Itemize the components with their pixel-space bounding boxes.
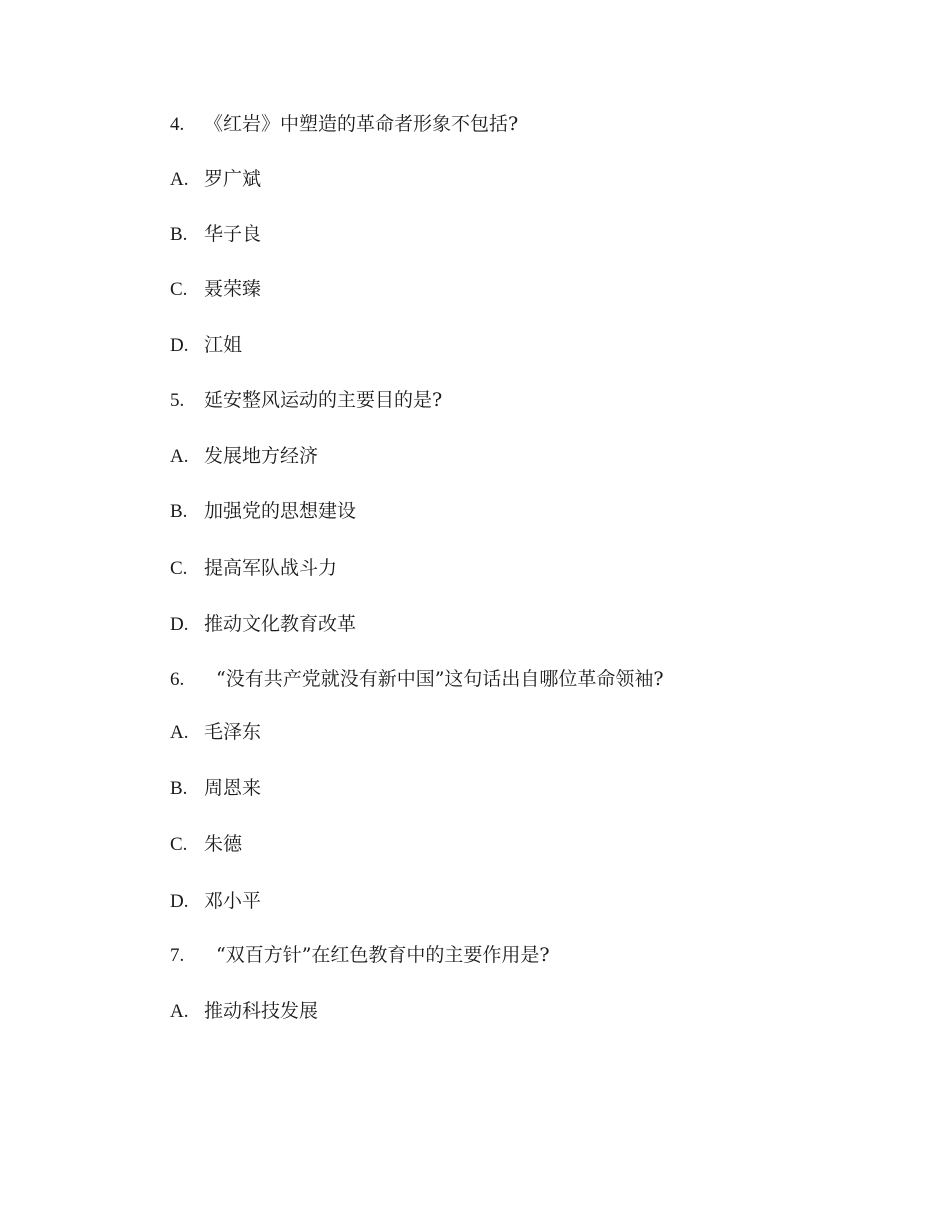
option-5b [170,499,356,524]
option-label: D. [170,335,189,356]
option-4c [170,277,261,302]
option-label: D. [170,891,189,912]
question-text: 《红岩》中塑造的革命者形象不包括? [204,113,519,135]
option-label: C. [170,558,188,579]
question-number: 6. [170,669,185,690]
option-text: 聂荣臻 [204,278,262,300]
question-4 [170,112,518,137]
option-7a [170,999,318,1024]
option-6c [170,832,242,857]
option-5a [170,444,318,469]
option-text: 发展地方经济 [204,445,319,467]
option-label: A. [170,1001,189,1022]
option-5c [170,556,337,581]
option-5d [170,612,356,637]
question-number: 5. [170,390,185,411]
option-text: 提高军队战斗力 [204,557,338,579]
option-text: 加强党的思想建设 [204,500,357,522]
option-6d [170,889,261,914]
option-label: B. [170,224,188,245]
question-text: 延安整风运动的主要目的是? [204,389,443,411]
option-label: A. [170,169,189,190]
question-number: 4. [170,114,185,135]
question-text: “没有共产党就没有新中国”这句话出自哪位革命领袖? [216,668,664,690]
option-text: 周恩来 [204,777,262,799]
option-label: C. [170,279,188,300]
question-number: 7. [170,945,185,966]
option-label: A. [170,446,189,467]
option-label: B. [170,778,188,799]
option-text: 推动科技发展 [204,1000,319,1022]
option-4d [170,333,242,358]
option-text: 推动文化教育改革 [204,613,357,635]
option-label: B. [170,501,188,522]
option-text: 邓小平 [204,890,262,912]
option-label: C. [170,834,188,855]
option-text: 华子良 [204,223,262,245]
option-text: 朱德 [204,833,243,855]
question-text: “双百方针”在红色教育中的主要作用是? [216,944,550,966]
question-7 [170,943,550,968]
question-6 [170,667,664,692]
option-4a [170,167,261,192]
option-6b [170,776,261,801]
option-text: 江姐 [204,334,243,356]
option-4b [170,222,261,247]
question-5 [170,388,442,413]
option-6a [170,720,261,745]
option-label: D. [170,614,189,635]
option-text: 毛泽东 [204,721,262,743]
option-label: A. [170,722,189,743]
option-text: 罗广斌 [204,168,262,190]
